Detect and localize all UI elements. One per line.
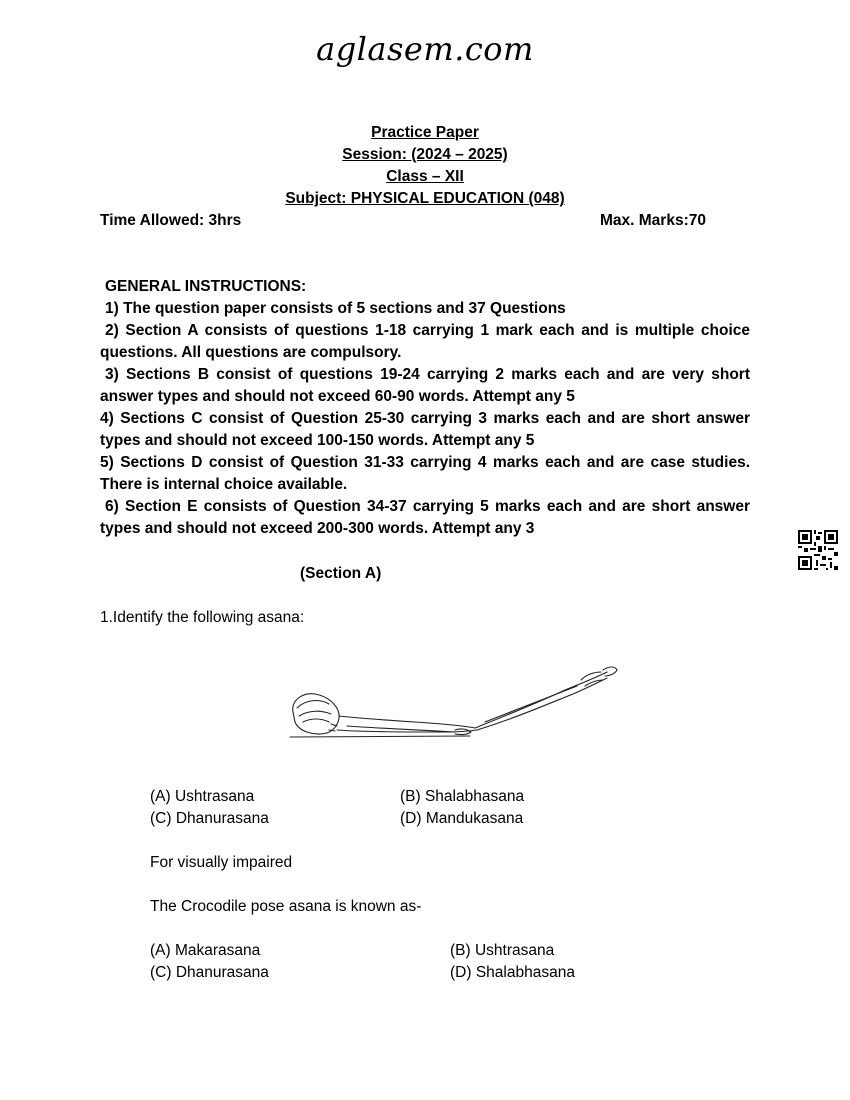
subject-label: Subject: PHYSICAL EDUCATION (048) (285, 190, 565, 207)
q1-option-c: (C) Dhanurasana (150, 810, 269, 827)
q1-option-d: (D) Mandukasana (400, 810, 524, 827)
paper-title: Practice Paper (371, 124, 479, 141)
q1-option-a: (A) Ushtrasana (150, 788, 255, 805)
time-allowed: Time Allowed: 3hrs (100, 212, 242, 229)
instruction-3: 3) Sections B consist of questions 19-24 carrying 2 marks each and are very short answer types and should not exceed 60-90 words. Attempt any 5 (100, 366, 750, 405)
vi-option-d: (D) Shalabhasana (450, 964, 575, 981)
visually-impaired-question: The Crocodile pose asana is known as- (150, 898, 422, 915)
qr-code-icon (798, 530, 838, 570)
instruction-5: 5) Sections D consist of Question 31-33 carrying 4 marks each and are case studies. There is internal choice available. (100, 454, 750, 493)
vi-option-b: (B) Ushtrasana (450, 942, 555, 959)
vi-option-a: (A) Makarasana (150, 942, 261, 959)
instruction-4: 4) Sections C consist of Question 25-30 carrying 3 marks each and are short answer types and should not exceed 100-150 words. Attempt any 5 (100, 410, 750, 449)
session-label: Session: (2024 – 2025) (342, 146, 508, 163)
class-label: Class – XII (386, 168, 464, 185)
visually-impaired-label: For visually impaired (150, 854, 293, 871)
asana-illustration (285, 660, 620, 745)
watermark-logo: aglasem.com (316, 30, 534, 68)
instruction-2: 2) Section A consists of questions 1-18 carrying 1 mark each and is multiple choice questions. All questions are compulsory. (100, 322, 750, 361)
instruction-6: 6) Section E consists of Question 34-37 carrying 5 marks each and are short answer types and should not exceed 200-300 words. Attempt any 3 (100, 498, 750, 537)
instruction-1: 1) The question paper consists of 5 sections and 37 Questions (105, 300, 566, 317)
q1-option-b: (B) Shalabhasana (400, 788, 525, 805)
instructions-title: GENERAL INSTRUCTIONS: (105, 278, 307, 295)
section-a-title: (Section A) (300, 565, 382, 582)
vi-option-c: (C) Dhanurasana (150, 964, 269, 981)
max-marks: Max. Marks:70 (600, 212, 706, 229)
general-instructions (100, 276, 750, 540)
question-1-text: 1.Identify the following asana: (100, 609, 305, 626)
